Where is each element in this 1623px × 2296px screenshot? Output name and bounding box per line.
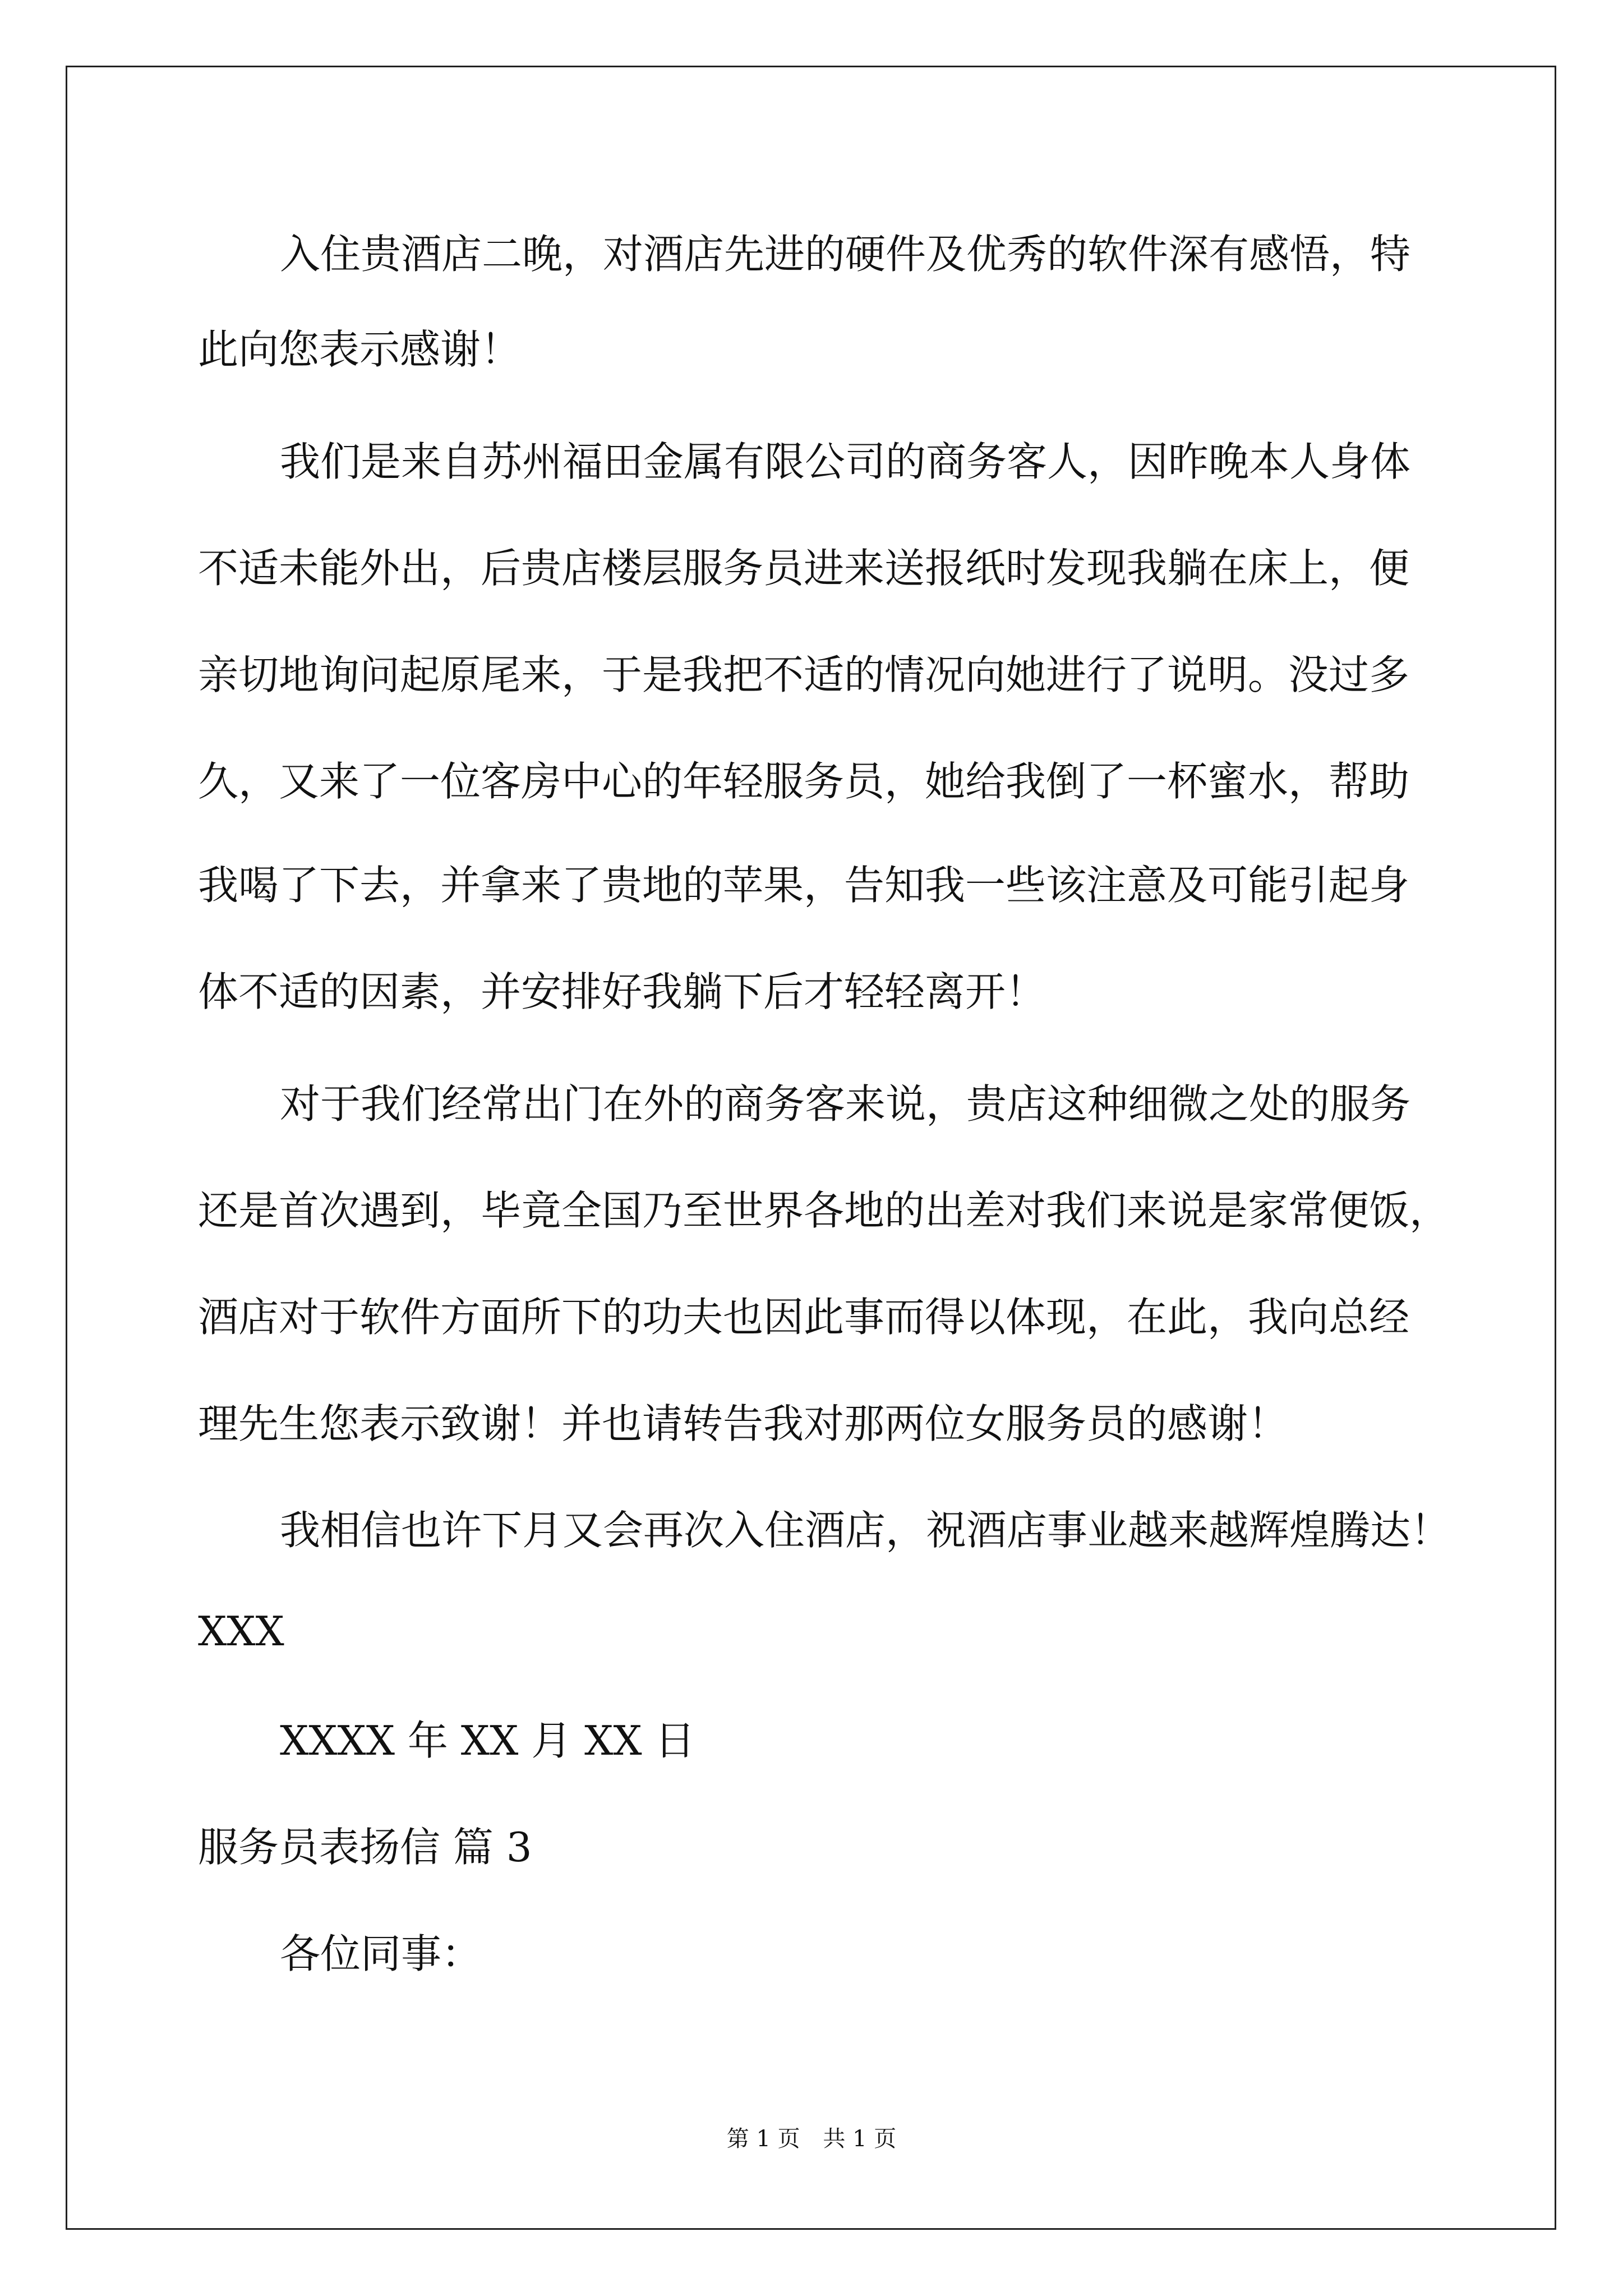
text-line: 我喝了下去，并拿来了贵地的苹果，告知我一些该注意及可能引起身 [198,862,1410,909]
page-footer [0,2123,1623,2155]
text-line: 对于我们经常出门在外的商务客来说，贵店这种细微之处的服务 [280,1080,1411,1128]
page-total: 共 1 页 [823,2126,897,2152]
section-heading: 服务员表扬信 篇 3 [198,1824,532,1871]
page-frame [66,66,1556,2230]
signature-date: XXXX 年 XX 月 XX 日 [280,1717,695,1764]
text-line: 亲切地询问起原尾来，于是我把不适的情况向她进行了说明。没过多 [198,651,1410,698]
text-line: 此向您表示感谢！ [198,326,522,373]
salutation: 各位同事： [280,1930,482,1977]
text-line: 理先生您表示致谢！并也请转告我对那两位女服务员的感谢！ [198,1400,1289,1447]
text-line: 我们是来自苏州福田金属有限公司的商务客人，因昨晚本人身体 [280,438,1411,485]
page-number: 第 1 页 [726,2126,800,2152]
text-line: 酒店对于软件方面所下的功夫也因此事而得以体现，在此，我向总经 [198,1294,1410,1341]
text-line: 我相信也许下月又会再次入住酒店，祝酒店事业越来越辉煌腾达！ [280,1507,1451,1554]
text-line: 不适未能外出，后贵店楼层服务员进来送报纸时发现我躺在床上，便 [198,545,1410,592]
text-line: 还是首次遇到，毕竟全国乃至世界各地的出差对我们来说是家常便饭， [198,1187,1450,1234]
signature-name: XXX [198,1608,284,1655]
text-line: 久，又来了一位客房中心的年轻服务员，她给我倒了一杯蜜水，帮助 [198,758,1410,805]
text-line: 入住贵酒店二晚，对酒店先进的硬件及优秀的软件深有感悟，特 [280,231,1411,278]
text-line: 体不适的因素，并安排好我躺下后才轻轻离开！ [198,968,1046,1015]
